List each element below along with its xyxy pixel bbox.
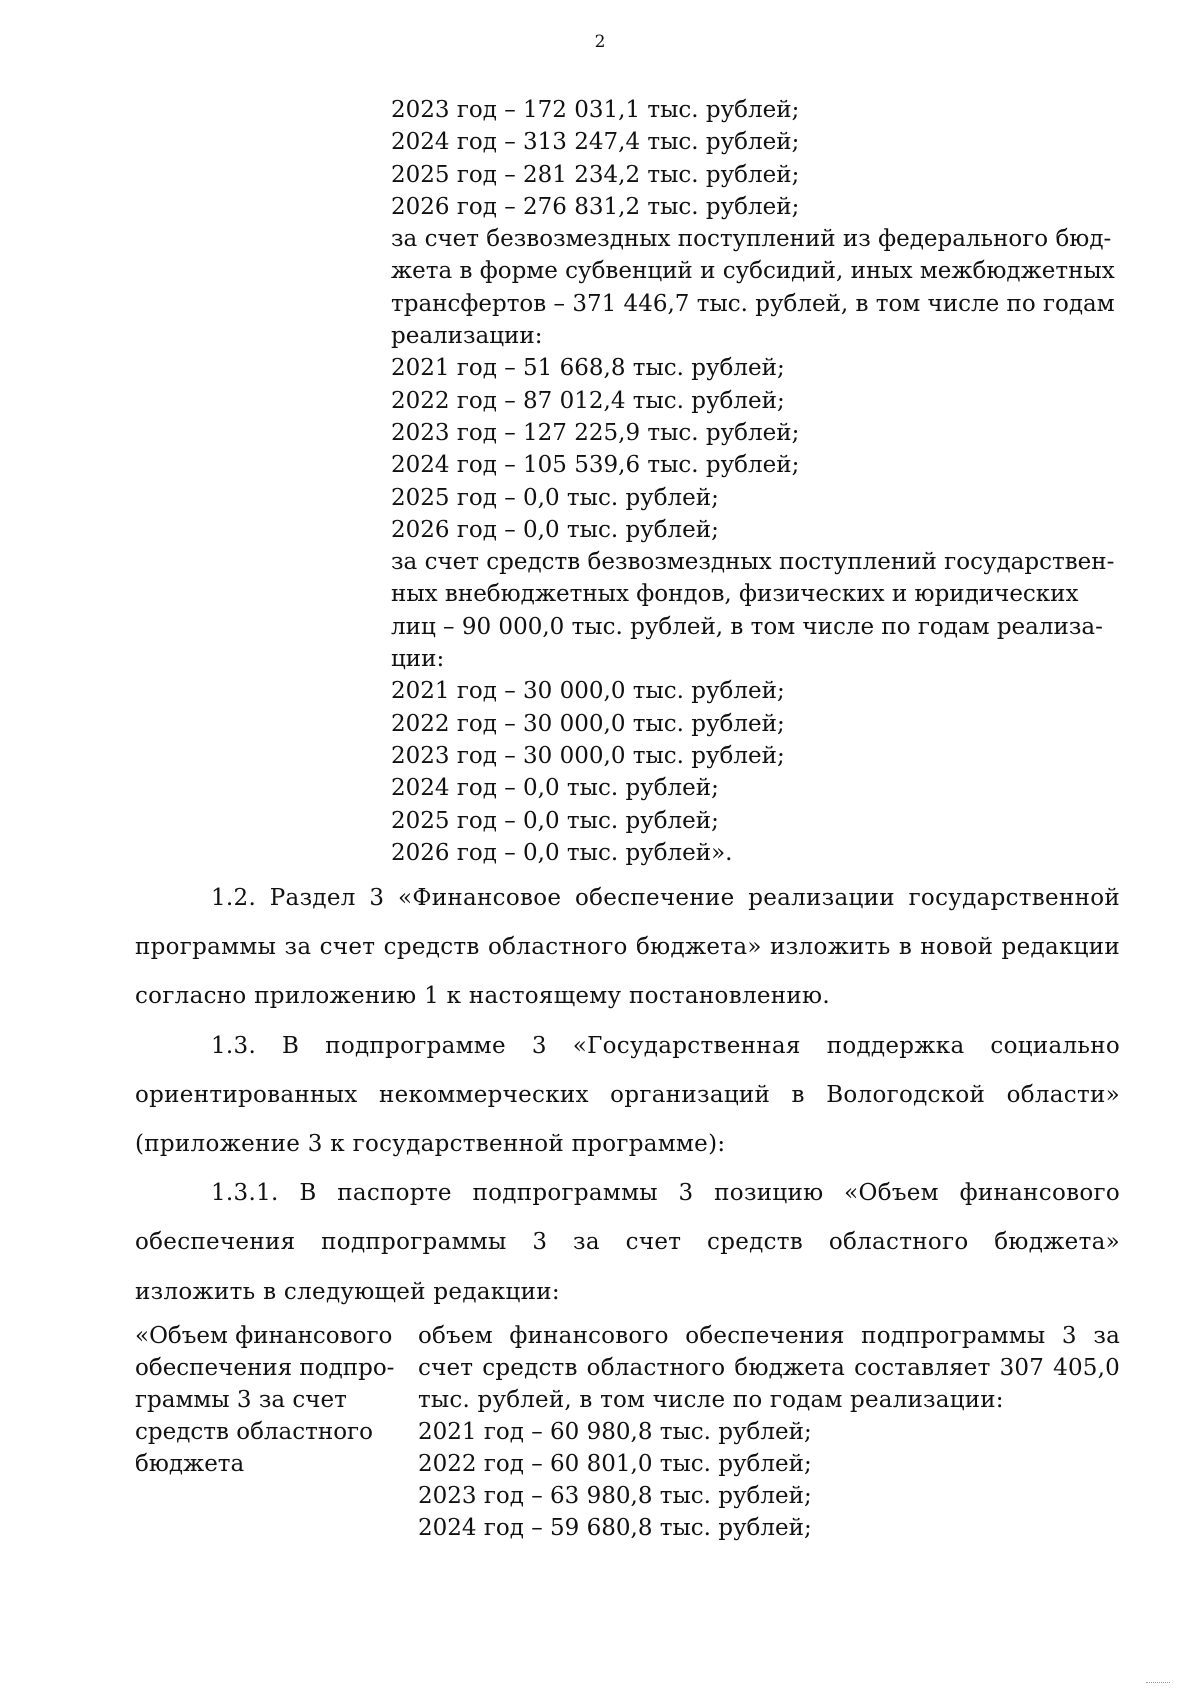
- body-paragraphs: [135, 874, 1120, 1317]
- label-line: обеспечения подпро-: [135, 1355, 395, 1381]
- passport-position-value: [418, 1320, 1120, 1544]
- label-line: «Объем финансового: [135, 1323, 393, 1349]
- text-line: 2026 год – 0,0 тыс. рублей».: [391, 839, 733, 866]
- text-line: 2025 год – 281 234,2 тыс. рублей;: [391, 161, 800, 188]
- scan-corner-mark: [1146, 1682, 1170, 1687]
- year-line: 2021 год – 60 980,8 тыс. рублей;: [418, 1419, 812, 1445]
- text-line: 2021 год – 30 000,0 тыс. рублей;: [391, 678, 785, 705]
- text-line: 2022 год – 30 000,0 тыс. рублей;: [391, 710, 785, 737]
- text-line: 2026 год – 276 831,2 тыс. рублей;: [391, 193, 800, 220]
- paragraph-1-3-1: 1.3.1. В паспорте подпрограммы 3 позицию «Объем финансового обеспечения подпрограммы 3 за счет средств областного бюджета» изложить в следующей редакции:: [135, 1180, 1120, 1305]
- funding-years-block: [391, 94, 1121, 869]
- text-line: 2026 год – 0,0 тыс. рублей;: [391, 516, 719, 543]
- year-line: 2024 год – 59 680,8 тыс. рублей;: [418, 1515, 812, 1541]
- page-number: 2: [594, 32, 606, 52]
- year-line: 2022 год – 60 801,0 тыс. рублей;: [418, 1451, 812, 1477]
- text-line: ных внебюджетных фондов, физических и юридических: [391, 581, 1079, 608]
- text-line: 2023 год – 172 031,1 тыс. рублей;: [391, 97, 800, 123]
- text-line: 2024 год – 0,0 тыс. рублей;: [391, 775, 719, 802]
- text-line: 2024 год – 313 247,4 тыс. рублей;: [391, 129, 800, 156]
- text-line: 2023 год – 127 225,9 тыс. рублей;: [391, 419, 800, 446]
- text-line: 2021 год – 51 668,8 тыс. рублей;: [391, 355, 785, 382]
- text-line: за счет безвозмездных поступлений из федерального бюд-: [391, 226, 1112, 253]
- text-line: за счет средств безвозмездных поступлений государствен-: [391, 549, 1115, 576]
- text-line: 2024 год – 105 539,6 тыс. рублей;: [391, 452, 800, 479]
- text-line: 2022 год – 87 012,4 тыс. рублей;: [391, 387, 785, 414]
- text-line: трансфертов – 371 446,7 тыс. рублей, в том числе по годам: [391, 290, 1115, 317]
- passport-position-label: [135, 1320, 400, 1480]
- text-line: реализации:: [391, 323, 543, 350]
- text-line: 2023 год – 30 000,0 тыс. рублей;: [391, 742, 785, 769]
- text-line: лиц – 90 000,0 тыс. рублей, в том числе по годам реализа-: [391, 613, 1103, 640]
- text-line: жета в форме субвенций и субсидий, иных межбюджетных: [391, 258, 1115, 285]
- year-line: 2023 год – 63 980,8 тыс. рублей;: [418, 1483, 812, 1509]
- label-line: бюджета: [135, 1451, 245, 1477]
- text-line: 2025 год – 0,0 тыс. рублей;: [391, 484, 719, 511]
- paragraph-1-3: 1.3. В подпрограмме 3 «Государственная поддержка социально ориентированных некоммерческих организаций в Вологодской области» (приложение 3 к государственной программе):: [135, 1032, 1120, 1158]
- text-line: 2025 год – 0,0 тыс. рублей;: [391, 807, 719, 834]
- label-line: граммы 3 за счет: [135, 1387, 347, 1413]
- text-line: ции:: [391, 646, 445, 673]
- funding-intro: объем финансового обеспечения подпрограммы 3 за счет средств областного бюджета составляет 307 405,0 тыс. рублей, в том числе по годам реализации:: [418, 1323, 1120, 1413]
- label-line: средств областного: [135, 1419, 373, 1445]
- paragraph-1-2: 1.2. Раздел 3 «Финансовое обеспечение реализации государственной программы за счет средств областного бюджета» изложить в новой редакции согласно приложению 1 к настоящему постановлению.: [135, 885, 1120, 1010]
